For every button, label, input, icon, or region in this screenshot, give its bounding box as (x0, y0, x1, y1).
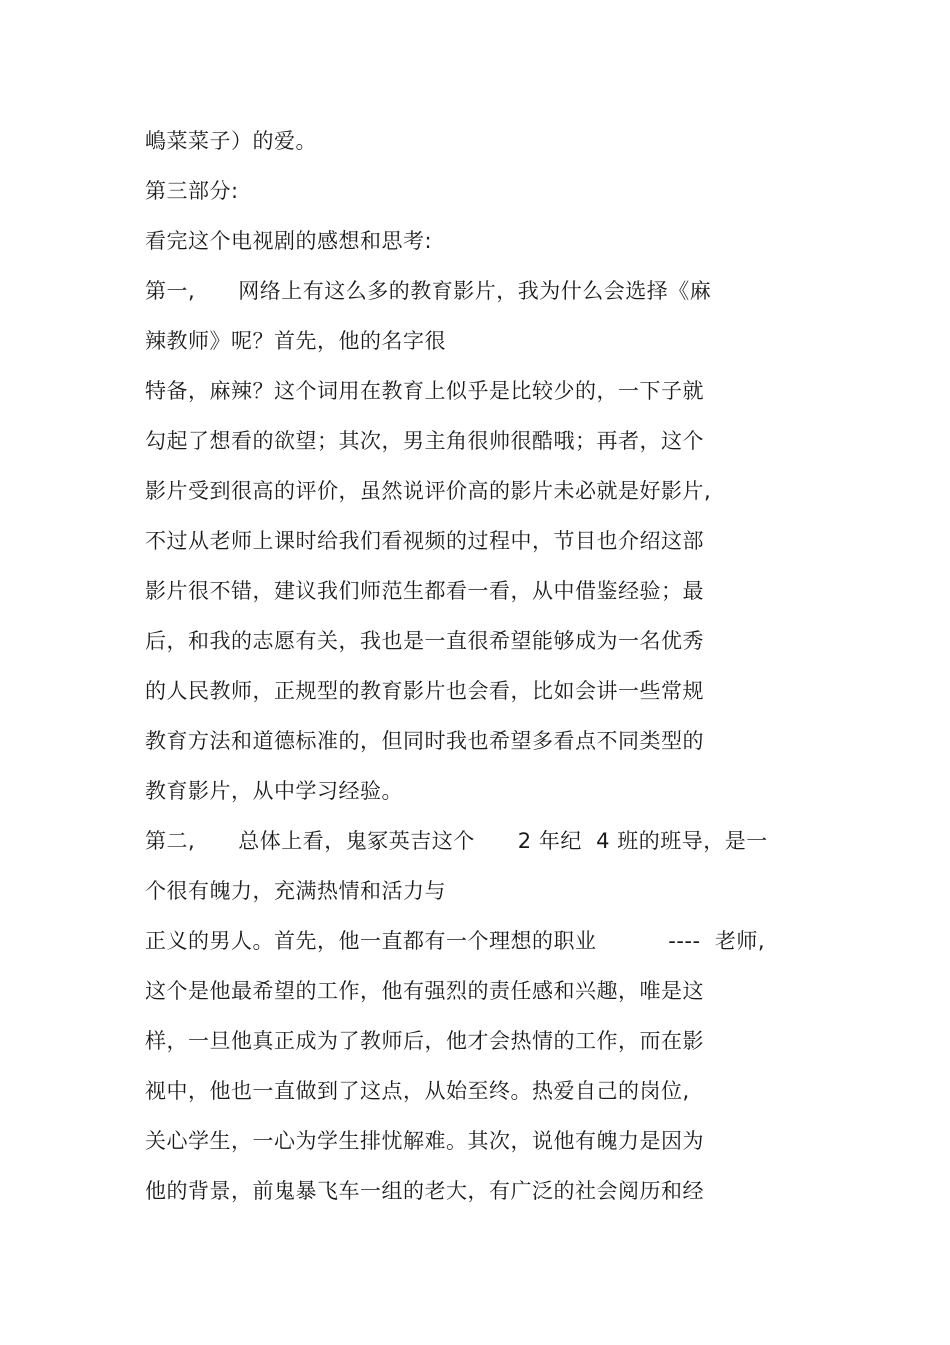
text-line: 他的背景，前鬼暴飞车一组的老大，有广泛的社会阅历和经 (145, 1179, 704, 1203)
text-line: 这个是他最希望的工作，他有强烈的责任感和兴趣，唯是这 (145, 979, 704, 1003)
text-line: 不过从老师上课时给我们看视频的过程中，节目也介绍这部 (145, 529, 704, 553)
text-line: 辣教师》呢？首先，他的名字很 (145, 329, 446, 353)
text-line: 勾起了想看的欲望；其次，男主角很帅很酷哦；再者，这个 (145, 429, 704, 453)
section-heading: 第三部分: (145, 179, 239, 203)
text-line: 影片很不错，建议我们师范生都看一看，从中借鉴经验；最 (145, 579, 704, 603)
text-line: 教育方法和道德标准的，但同时我也希望多看点不同类型的 (145, 729, 704, 753)
text-line: 第一, 网络上有这么多的教育影片，我为什么会选择《麻 (145, 279, 712, 303)
text-line: 嶋菜菜子）的爱。 (145, 129, 317, 153)
text-line: 关心学生，一心为学生排忧解难。其次，说他有魄力是因为 (145, 1129, 704, 1153)
text-line: 第二, 总体上看，鬼冢英吉这个 2 年纪 4 班的班导，是一 (145, 829, 768, 853)
text-line: 正义的男人。首先，他一直都有一个理想的职业 ---- 老师, (145, 929, 766, 953)
text-line: 特备，麻辣？这个词用在教育上似乎是比较少的，一下子就 (145, 379, 704, 403)
text-line: 个很有魄力，充满热情和活力与 (145, 879, 446, 903)
text-line: 影片受到很高的评价，虽然说评价高的影片未必就是好影片, (145, 479, 712, 503)
text-line: 的人民教师，正规型的教育影片也会看，比如会讲一些常规 (145, 679, 704, 703)
text-line: 看完这个电视剧的感想和思考: (145, 229, 433, 253)
text-line: 教育影片，从中学习经验。 (145, 779, 403, 803)
text-line: 视中，他也一直做到了这点，从始至终。热爱自己的岗位, (145, 1079, 690, 1103)
text-line: 样，一旦他真正成为了教师后，他才会热情的工作，而在影 (145, 1029, 704, 1053)
text-line: 后，和我的志愿有关，我也是一直很希望能够成为一名优秀 (145, 629, 704, 653)
